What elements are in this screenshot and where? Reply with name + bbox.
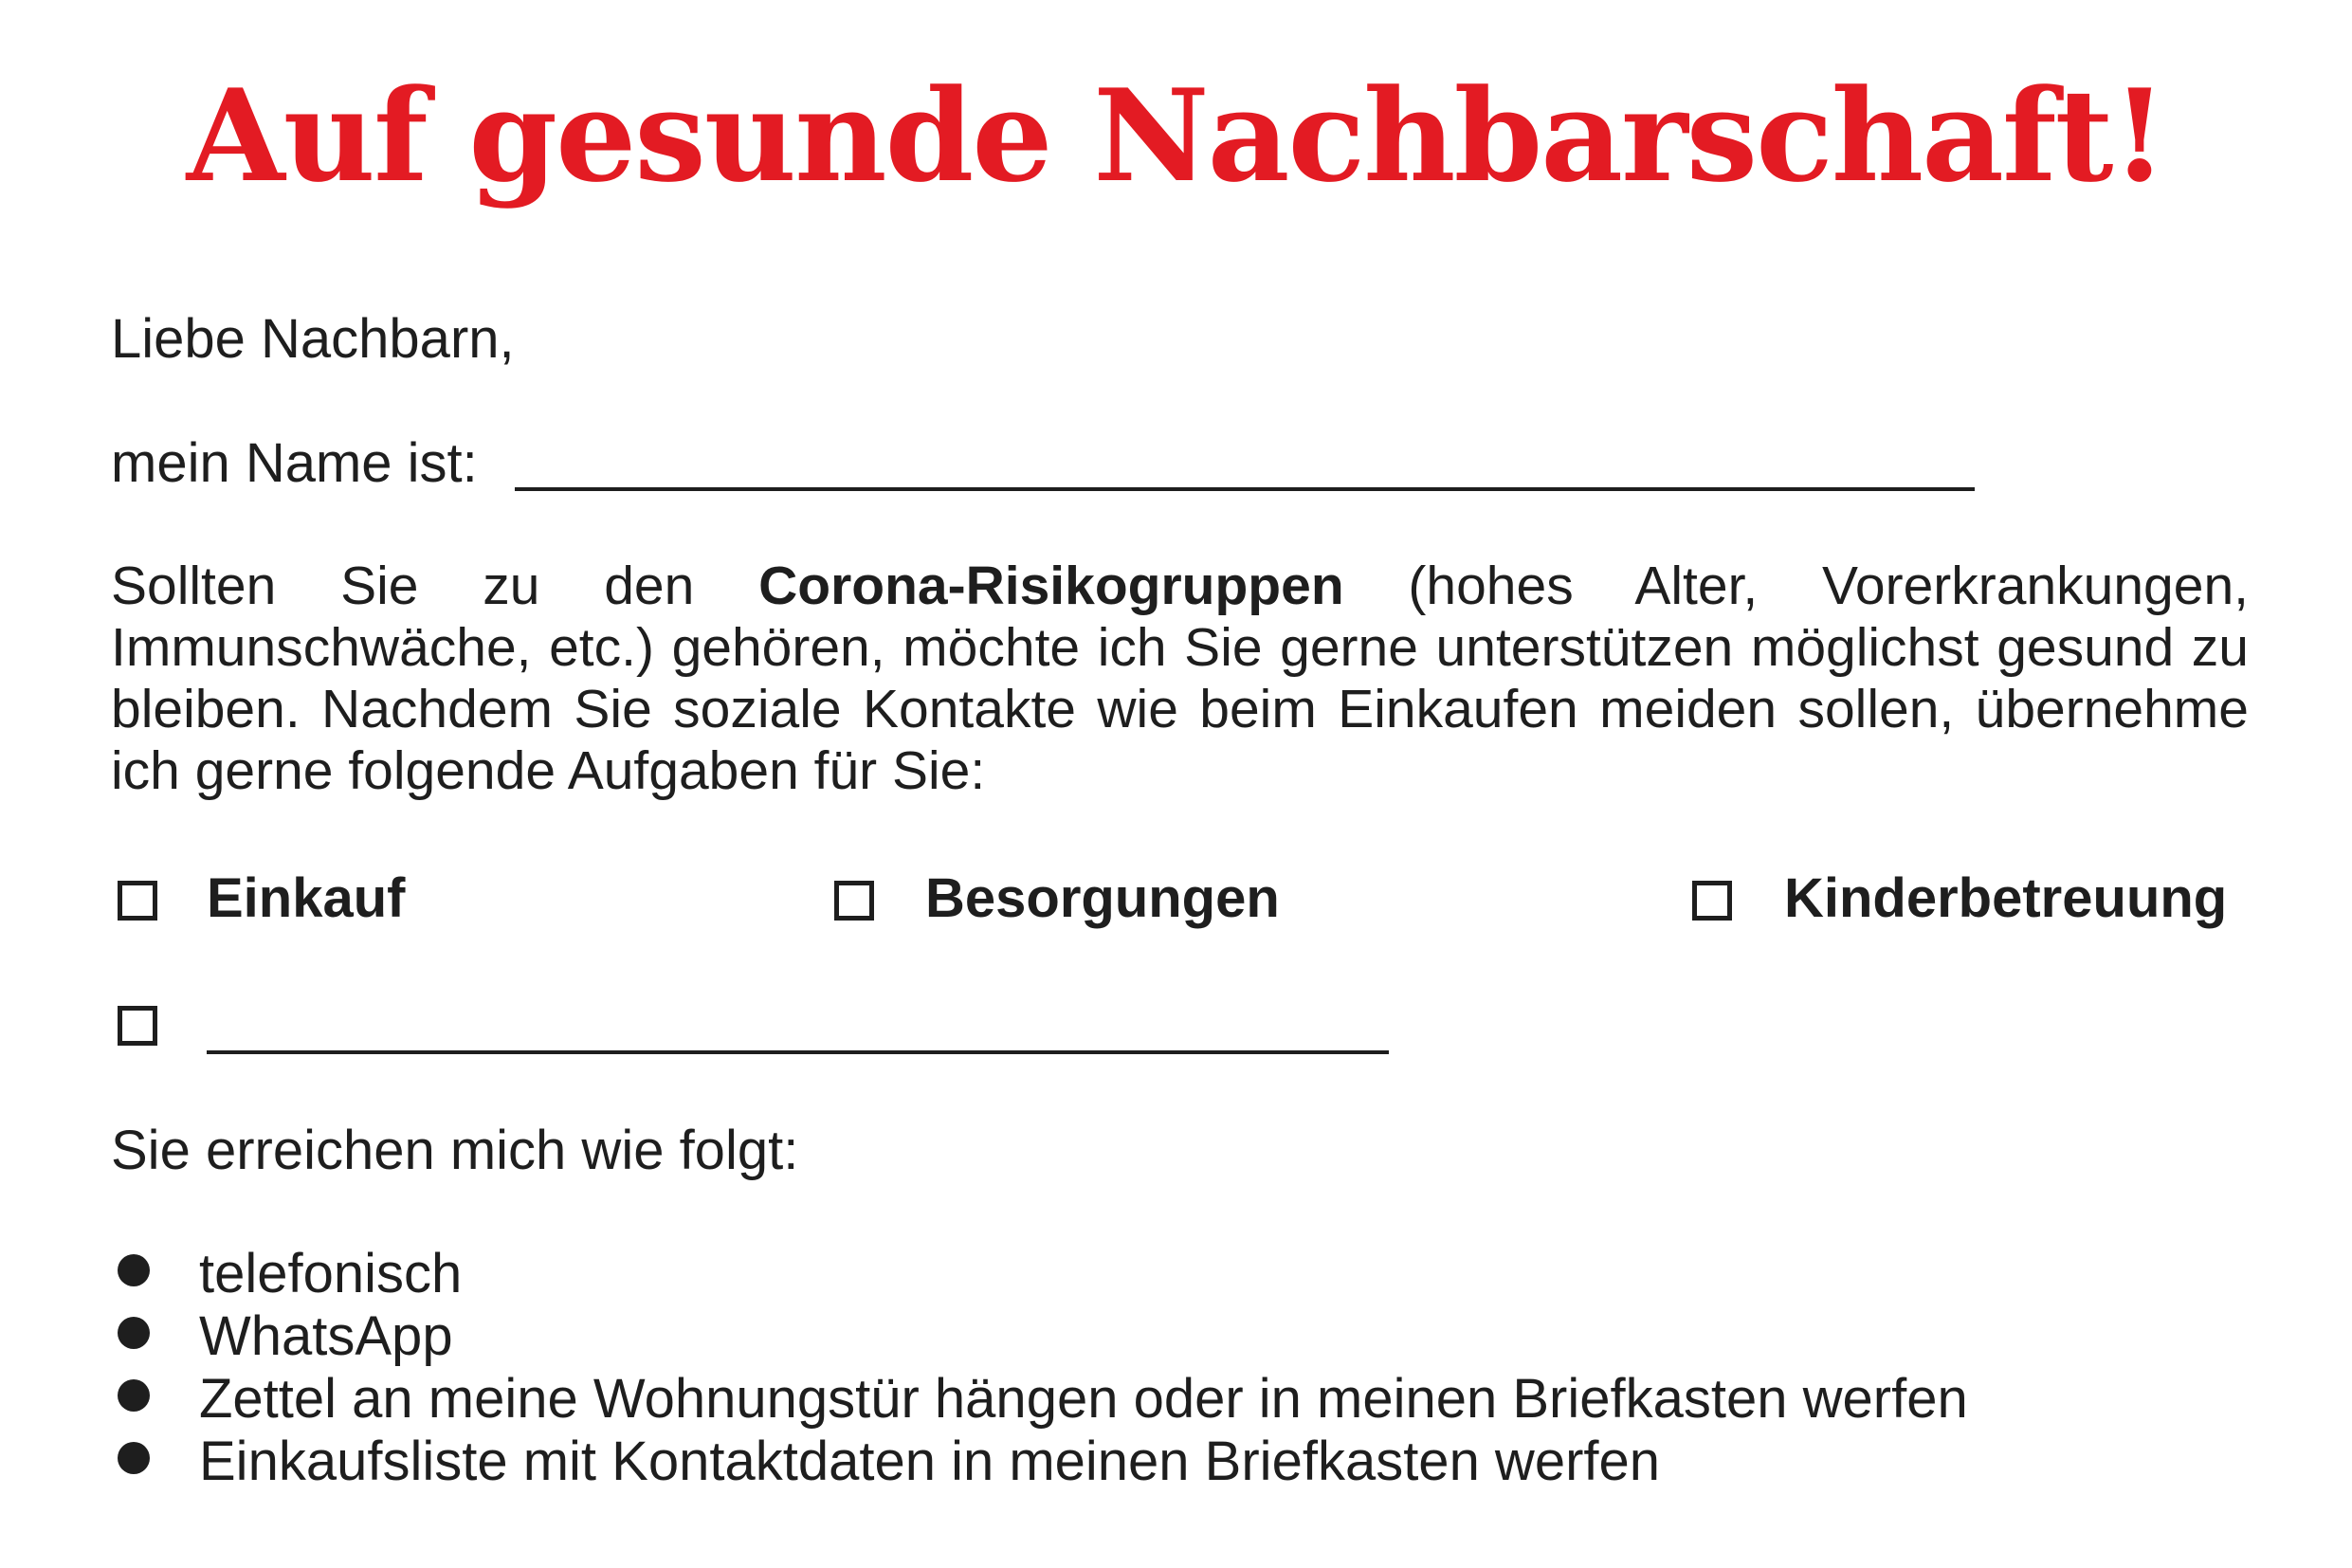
option-label-kinderbetreuung: Kinderbetreuung xyxy=(1784,867,2228,929)
bullet-point xyxy=(118,1317,150,1349)
contact-method-note: Zettel an meine Wohnungstür hängen oder in meinen Briefkasten werfen xyxy=(199,1368,1968,1430)
intro-text-end: (hohes Alter, Vorerkrankungen, Immunschwäche, etc.) gehören, möchte ich Sie gerne unterstützen möglichst gesund zu bleiben. Nachdem Sie soziale Kontakte wie beim Einkaufen meiden sollen, übernehme ich gerne folgende Aufgaben für Sie: xyxy=(111,556,2249,801)
checkbox-besorgungen[interactable] xyxy=(834,881,874,921)
checkbox-other[interactable] xyxy=(118,1006,157,1046)
risk-group-emphasis: Corona-Risikogruppen xyxy=(758,556,1344,616)
bullet-point xyxy=(118,1442,150,1474)
intro-paragraph xyxy=(111,556,2249,802)
page-title: Auf gesunde Nachbarschaft! xyxy=(186,61,2166,210)
name-input-line[interactable] xyxy=(515,487,1975,491)
checkbox-einkauf[interactable] xyxy=(118,881,157,921)
checkbox-kinderbetreuung[interactable] xyxy=(1692,881,1732,921)
other-task-input-line[interactable] xyxy=(207,1050,1389,1054)
contact-method-whatsapp: WhatsApp xyxy=(199,1305,453,1367)
option-label-besorgungen: Besorgungen xyxy=(925,867,1280,929)
contact-method-phone: telefonisch xyxy=(199,1243,463,1304)
greeting: Liebe Nachbarn, xyxy=(111,308,515,370)
bullet-point xyxy=(118,1254,150,1286)
name-label: mein Name ist: xyxy=(111,432,478,494)
contact-method-mailbox: Einkaufsliste mit Kontaktdaten in meinen Briefkasten werfen xyxy=(199,1431,1661,1492)
contact-heading: Sie erreichen mich wie folgt: xyxy=(111,1120,799,1181)
option-label-einkauf: Einkauf xyxy=(207,867,406,929)
intro-text-start: Sollten Sie zu den xyxy=(111,556,759,616)
bullet-point xyxy=(118,1379,150,1412)
